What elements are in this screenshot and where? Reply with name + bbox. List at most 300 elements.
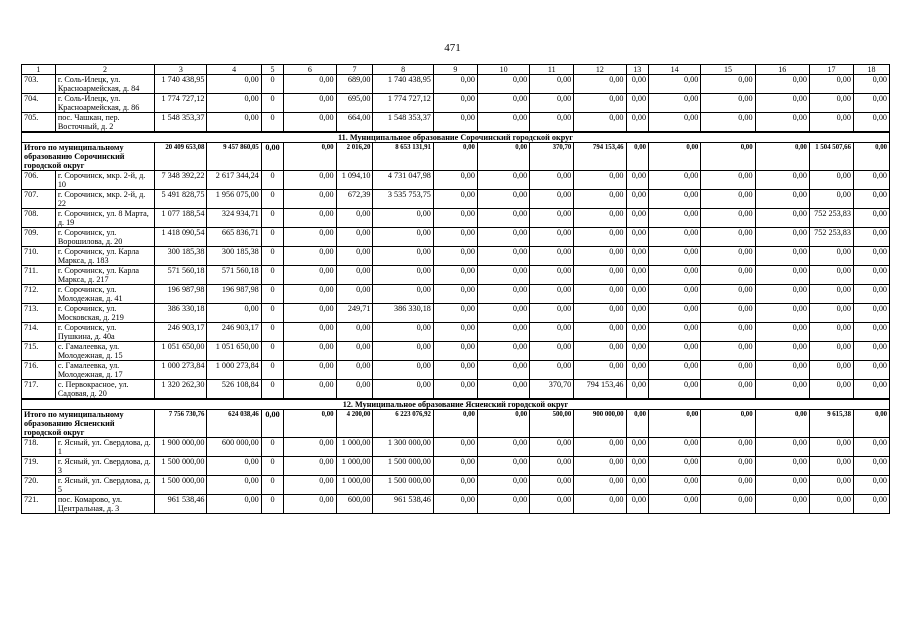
table-cell: 0,00 [433, 457, 477, 476]
total-cell: 20 409 653,08 [155, 143, 207, 171]
column-header: 8 [373, 65, 433, 75]
total-cell: 0,00 [649, 143, 701, 171]
row-number: 707. [22, 190, 56, 209]
table-cell: 300 185,38 [207, 247, 261, 266]
table-cell: 0,00 [755, 94, 809, 113]
table-cell: 0,00 [477, 247, 529, 266]
table-cell: 0,00 [649, 476, 701, 495]
column-header: 1 [22, 65, 56, 75]
table-cell: 0,00 [284, 190, 336, 209]
table-cell: 300 185,38 [155, 247, 207, 266]
table-cell: 1 000 273,84 [207, 361, 261, 380]
table-cell: 1 548 353,37 [373, 113, 433, 133]
row-number: 719. [22, 457, 56, 476]
total-row [22, 410, 890, 438]
table-cell: 0 [261, 361, 284, 380]
table-row [22, 94, 890, 113]
table-cell: 0,00 [433, 228, 477, 247]
total-cell: 0,00 [626, 143, 649, 171]
table-cell: 0,00 [649, 94, 701, 113]
table-cell: 526 108,84 [207, 380, 261, 400]
table-cell: 0,00 [649, 323, 701, 342]
column-header: 3 [155, 65, 207, 75]
total-cell: 4 200,00 [336, 410, 373, 438]
address-cell: г. Сорочинск, ул. Ворошилова, д. 20 [55, 228, 154, 247]
total-cell: 2 016,20 [336, 143, 373, 171]
page-number: 471 [444, 42, 461, 54]
table-cell: 0,00 [649, 113, 701, 133]
total-cell: 0,00 [755, 410, 809, 438]
table-cell: 0,00 [626, 323, 649, 342]
row-number: 708. [22, 209, 56, 228]
table-cell: 0,00 [433, 113, 477, 133]
table-cell: 0,00 [701, 304, 755, 323]
table-cell: 0,00 [701, 190, 755, 209]
table-cell: 0,00 [574, 457, 626, 476]
table-cell: 0,00 [755, 380, 809, 400]
table-cell: 0,00 [574, 228, 626, 247]
table-cell: 0,00 [701, 457, 755, 476]
row-number: 716. [22, 361, 56, 380]
table-cell: 0,00 [336, 342, 373, 361]
table-cell: 0,00 [853, 190, 889, 209]
table-cell: 0,00 [626, 247, 649, 266]
table-cell: 0 [261, 266, 284, 285]
row-number: 704. [22, 94, 56, 113]
table-row [22, 323, 890, 342]
table-cell: 0 [261, 285, 284, 304]
table-cell: 0,00 [809, 247, 853, 266]
housing-repair-table [21, 64, 890, 514]
table-row [22, 342, 890, 361]
table-cell: 0,00 [809, 323, 853, 342]
table-cell: 0 [261, 75, 284, 94]
table-cell: 0,00 [701, 495, 755, 514]
address-cell: г. Ясный, ул. Свердлова, д. 1 [55, 438, 154, 457]
table-cell: 0 [261, 438, 284, 457]
table-cell: 1 320 262,30 [155, 380, 207, 400]
table-cell: 0,00 [477, 438, 529, 457]
table-cell: 0,00 [433, 495, 477, 514]
table-cell: 1 000,00 [336, 438, 373, 457]
table-cell: 0,00 [649, 361, 701, 380]
total-cell: 0,00 [853, 143, 889, 171]
table-cell: 2 617 344,24 [207, 171, 261, 190]
table-cell: 1 774 727,12 [373, 94, 433, 113]
column-header: 7 [336, 65, 373, 75]
table-cell: 0,00 [284, 304, 336, 323]
table-cell: 0,00 [477, 94, 529, 113]
table-cell: 0,00 [853, 285, 889, 304]
table-cell: 0,00 [207, 75, 261, 94]
address-cell: г. Сорочинск, ул. Московская, д. 219 [55, 304, 154, 323]
table-cell: 752 253,83 [809, 209, 853, 228]
row-number: 715. [22, 342, 56, 361]
table-cell: 0,00 [574, 323, 626, 342]
table-row [22, 75, 890, 94]
table-cell: 0,00 [574, 361, 626, 380]
table-cell: 196 987,98 [155, 285, 207, 304]
table-cell: 0,00 [284, 113, 336, 133]
address-cell: г. Сорочинск, мкр. 2-й, д. 10 [55, 171, 154, 190]
table-cell: 689,00 [336, 75, 373, 94]
address-cell: г. Сорочинск, ул. 8 Марта, д. 19 [55, 209, 154, 228]
total-cell: 0,00 [261, 143, 284, 171]
table-cell: 0,00 [809, 94, 853, 113]
row-number: 706. [22, 171, 56, 190]
table-cell: 0,00 [433, 380, 477, 400]
table-cell: 571 560,18 [155, 266, 207, 285]
table-cell: 0,00 [530, 228, 574, 247]
table-cell: 0,00 [755, 361, 809, 380]
table-cell: 0,00 [809, 457, 853, 476]
row-number: 712. [22, 285, 56, 304]
total-cell: 9 457 860,05 [207, 143, 261, 171]
table-cell: 0,00 [701, 228, 755, 247]
table-cell: 0,00 [433, 171, 477, 190]
table-cell: 0,00 [574, 495, 626, 514]
table-cell: 0,00 [530, 209, 574, 228]
table-cell: 0,00 [853, 304, 889, 323]
table-cell: 0,00 [433, 209, 477, 228]
table-cell: 0,00 [626, 75, 649, 94]
table-cell: 0,00 [284, 457, 336, 476]
table-cell: 0,00 [574, 438, 626, 457]
address-cell: с. Гамалеевка, ул. Молодежная, д. 15 [55, 342, 154, 361]
table-cell: 0,00 [574, 476, 626, 495]
table-cell: 0,00 [433, 94, 477, 113]
table-cell: 0,00 [755, 75, 809, 94]
address-cell: с. Гамалеевка, ул. Молодежная, д. 17 [55, 361, 154, 380]
table-cell: 1 051 650,00 [207, 342, 261, 361]
table-cell: 0,00 [626, 476, 649, 495]
total-cell: 0,00 [284, 143, 336, 171]
row-number: 717. [22, 380, 56, 400]
table-cell: 0,00 [433, 304, 477, 323]
column-header: 9 [433, 65, 477, 75]
table-cell: 0,00 [701, 476, 755, 495]
column-header: 5 [261, 65, 284, 75]
table-cell: 1 000,00 [336, 476, 373, 495]
address-cell: г. Сорочинск, ул. Молодежная, д. 41 [55, 285, 154, 304]
table-cell: 0,00 [853, 94, 889, 113]
total-cell: 0,00 [626, 410, 649, 438]
table-cell: 0 [261, 495, 284, 514]
address-cell: г. Соль-Илецк, ул. Красноармейская, д. 84 [55, 75, 154, 94]
table-cell: 386 330,18 [155, 304, 207, 323]
table-cell: 0,00 [755, 113, 809, 133]
table-cell: 0,00 [701, 361, 755, 380]
total-cell: 794 153,46 [574, 143, 626, 171]
table-cell: 370,70 [530, 380, 574, 400]
address-cell: с. Первокрасное, ул. Садовая, д. 20 [55, 380, 154, 400]
table-cell: 0,00 [853, 228, 889, 247]
table-cell: 672,39 [336, 190, 373, 209]
total-cell: 9 615,38 [809, 410, 853, 438]
table-cell: 0,00 [649, 190, 701, 209]
table-cell: 0,00 [373, 323, 433, 342]
table-cell: 0,00 [809, 304, 853, 323]
table-cell: 664,00 [336, 113, 373, 133]
table-cell: 0,00 [530, 113, 574, 133]
table-cell: 0,00 [809, 476, 853, 495]
table-cell: 0,00 [853, 323, 889, 342]
table-cell: 0,00 [701, 380, 755, 400]
total-cell: 1 504 507,66 [809, 143, 853, 171]
table-cell: 961 538,46 [373, 495, 433, 514]
column-header: 16 [755, 65, 809, 75]
table-cell: 0,00 [853, 438, 889, 457]
table-cell: 0,00 [574, 75, 626, 94]
table-cell: 0 [261, 94, 284, 113]
table-cell: 0,00 [755, 209, 809, 228]
table-cell: 0,00 [853, 113, 889, 133]
table-cell: 0,00 [284, 476, 336, 495]
total-cell: 0,00 [477, 410, 529, 438]
table-cell: 0 [261, 342, 284, 361]
table-cell: 0,00 [574, 342, 626, 361]
total-cell: 900 000,00 [574, 410, 626, 438]
table-cell: 0,00 [853, 247, 889, 266]
section-header-row [22, 399, 890, 410]
table-cell: 0,00 [853, 209, 889, 228]
table-row [22, 361, 890, 380]
table-cell: 0 [261, 304, 284, 323]
table-cell: 0,00 [853, 342, 889, 361]
table-cell: 1 418 090,54 [155, 228, 207, 247]
table-cell: 0,00 [626, 113, 649, 133]
table-cell: 1 548 353,37 [155, 113, 207, 133]
table-cell: 0 [261, 190, 284, 209]
table-cell: 0,00 [284, 285, 336, 304]
table-cell: 0,00 [477, 304, 529, 323]
table-row [22, 113, 890, 133]
table-cell: 0,00 [626, 438, 649, 457]
table-cell: 0,00 [336, 266, 373, 285]
table-cell: 665 836,71 [207, 228, 261, 247]
table-cell: 0,00 [809, 438, 853, 457]
table-cell: 0,00 [809, 342, 853, 361]
table-cell: 0,00 [530, 476, 574, 495]
table-row [22, 438, 890, 457]
table-cell: 0,00 [809, 75, 853, 94]
table-cell: 0,00 [649, 380, 701, 400]
table-cell: 0,00 [284, 342, 336, 361]
table-cell: 0,00 [284, 247, 336, 266]
table-cell: 0,00 [373, 342, 433, 361]
table-cell: 0,00 [755, 342, 809, 361]
table-cell: 0,00 [626, 94, 649, 113]
table-cell: 0,00 [284, 75, 336, 94]
table-cell: 0,00 [626, 495, 649, 514]
table-cell: 1 500 000,00 [155, 476, 207, 495]
table-cell: 0,00 [649, 247, 701, 266]
table-cell: 0,00 [284, 380, 336, 400]
column-header: 2 [55, 65, 154, 75]
row-number: 705. [22, 113, 56, 133]
table-cell: 0,00 [574, 247, 626, 266]
table-cell: 0,00 [574, 94, 626, 113]
table-row [22, 495, 890, 514]
table-cell: 0,00 [853, 476, 889, 495]
row-number: 721. [22, 495, 56, 514]
table-cell: 0,00 [626, 380, 649, 400]
row-number: 710. [22, 247, 56, 266]
table-cell: 0,00 [284, 171, 336, 190]
table-cell: 4 731 047,98 [373, 171, 433, 190]
table-cell: 0,00 [649, 304, 701, 323]
table-cell: 324 934,71 [207, 209, 261, 228]
row-number: 709. [22, 228, 56, 247]
table-cell: 0,00 [853, 457, 889, 476]
table-cell: 0,00 [336, 285, 373, 304]
table-cell: 0,00 [701, 266, 755, 285]
table-cell: 0,00 [755, 247, 809, 266]
table-cell: 0 [261, 247, 284, 266]
table-cell: 0,00 [373, 380, 433, 400]
column-header: 14 [649, 65, 701, 75]
table-cell: 0,00 [433, 285, 477, 304]
column-header: 17 [809, 65, 853, 75]
table-cell: 0,00 [809, 113, 853, 133]
table-cell: 1 740 438,95 [155, 75, 207, 94]
total-cell: 0,00 [433, 143, 477, 171]
table-cell: 0,00 [530, 247, 574, 266]
table-cell: 0,00 [649, 285, 701, 304]
table-cell: 0,00 [626, 457, 649, 476]
column-header: 10 [477, 65, 529, 75]
total-cell: 0,00 [477, 143, 529, 171]
table-cell: 1 500 000,00 [373, 457, 433, 476]
table-cell: 0,00 [574, 209, 626, 228]
total-cell: 0,00 [853, 410, 889, 438]
section-header-row [22, 132, 890, 143]
table-cell: 0,00 [853, 75, 889, 94]
table-cell: 0,00 [853, 361, 889, 380]
table-cell: 0,00 [477, 285, 529, 304]
table-cell: 0,00 [336, 323, 373, 342]
table-cell: 0,00 [530, 75, 574, 94]
table-cell: 0,00 [433, 342, 477, 361]
table-cell: 1 300 000,00 [373, 438, 433, 457]
table-cell: 0,00 [373, 285, 433, 304]
table-cell: 0,00 [574, 113, 626, 133]
table-cell: 0,00 [530, 190, 574, 209]
table-cell: 0,00 [755, 495, 809, 514]
table-cell: 695,00 [336, 94, 373, 113]
table-cell: 0,00 [755, 304, 809, 323]
table-cell: 0,00 [207, 94, 261, 113]
table-cell: 0,00 [207, 476, 261, 495]
table-cell: 0,00 [433, 323, 477, 342]
table-cell: 0,00 [649, 228, 701, 247]
section-title: 12. Муниципальное образование Ясненский городской округ [22, 399, 890, 410]
total-cell: 370,70 [530, 143, 574, 171]
table-cell: 0,00 [477, 190, 529, 209]
row-number: 714. [22, 323, 56, 342]
table-cell: 0,00 [853, 495, 889, 514]
table-cell: 0,00 [477, 476, 529, 495]
table-cell: 0 [261, 323, 284, 342]
total-cell: 0,00 [261, 410, 284, 438]
column-header: 11 [530, 65, 574, 75]
table-cell: 0,00 [530, 438, 574, 457]
table-cell: 0,00 [701, 438, 755, 457]
table-cell: 0,00 [701, 94, 755, 113]
table-cell: 0,00 [649, 495, 701, 514]
table-row [22, 285, 890, 304]
total-cell: 0,00 [701, 410, 755, 438]
table-cell: 0,00 [649, 209, 701, 228]
table-cell: 0,00 [574, 285, 626, 304]
table-cell: 0,00 [574, 190, 626, 209]
table-cell: 1 740 438,95 [373, 75, 433, 94]
table-cell: 0,00 [373, 209, 433, 228]
address-cell: г. Сорочинск, ул. Карла Маркса, д. 183 [55, 247, 154, 266]
column-header: 12 [574, 65, 626, 75]
table-cell: 0,00 [207, 495, 261, 514]
table-cell: 1 956 075,00 [207, 190, 261, 209]
table-cell: 0,00 [701, 75, 755, 94]
table-cell: 1 051 650,00 [155, 342, 207, 361]
table-row [22, 190, 890, 209]
total-cell: 0,00 [701, 143, 755, 171]
table-cell: 0,00 [530, 266, 574, 285]
table-cell: 0 [261, 457, 284, 476]
column-header: 13 [626, 65, 649, 75]
total-label: Итого по муниципальному образованию Сорочинский городской округ [22, 143, 155, 171]
table-cell: 1 900 000,00 [155, 438, 207, 457]
column-header: 6 [284, 65, 336, 75]
table-cell: 0,00 [626, 190, 649, 209]
table-cell: 0,00 [477, 113, 529, 133]
column-header-row [22, 65, 890, 75]
total-cell: 500,00 [530, 410, 574, 438]
table-cell: 0,00 [433, 438, 477, 457]
table-cell: 0,00 [373, 266, 433, 285]
table-cell: 0,00 [477, 361, 529, 380]
table-cell: 0,00 [853, 171, 889, 190]
table-cell: 0,00 [336, 380, 373, 400]
table-cell: 0,00 [530, 361, 574, 380]
table-cell: 0,00 [574, 266, 626, 285]
table-cell: 0 [261, 171, 284, 190]
row-number: 713. [22, 304, 56, 323]
table-cell: 0,00 [336, 361, 373, 380]
address-cell: г. Сорочинск, ул. Карла Маркса, д. 217 [55, 266, 154, 285]
table-row [22, 171, 890, 190]
table-cell: 0,00 [809, 171, 853, 190]
table-cell: 0,00 [755, 190, 809, 209]
total-label: Итого по муниципальному образованию Ясненский городской округ [22, 410, 155, 438]
table-cell: 386 330,18 [373, 304, 433, 323]
table-cell: 0,00 [626, 171, 649, 190]
table-cell: 5 491 828,75 [155, 190, 207, 209]
table-cell: 0,00 [373, 247, 433, 266]
table-cell: 0,00 [755, 266, 809, 285]
total-cell: 624 038,46 [207, 410, 261, 438]
table-cell: 0,00 [701, 171, 755, 190]
address-cell: г. Соль-Илецк, ул. Красноармейская, д. 86 [55, 94, 154, 113]
table-cell: 0,00 [530, 304, 574, 323]
table-cell: 600 000,00 [207, 438, 261, 457]
table-cell: 0,00 [530, 457, 574, 476]
table-cell: 0,00 [477, 380, 529, 400]
table-cell: 0,00 [853, 266, 889, 285]
address-cell: г. Сорочинск, мкр. 2-й, д. 22 [55, 190, 154, 209]
table-cell: 0,00 [284, 266, 336, 285]
table-cell: 794 153,46 [574, 380, 626, 400]
